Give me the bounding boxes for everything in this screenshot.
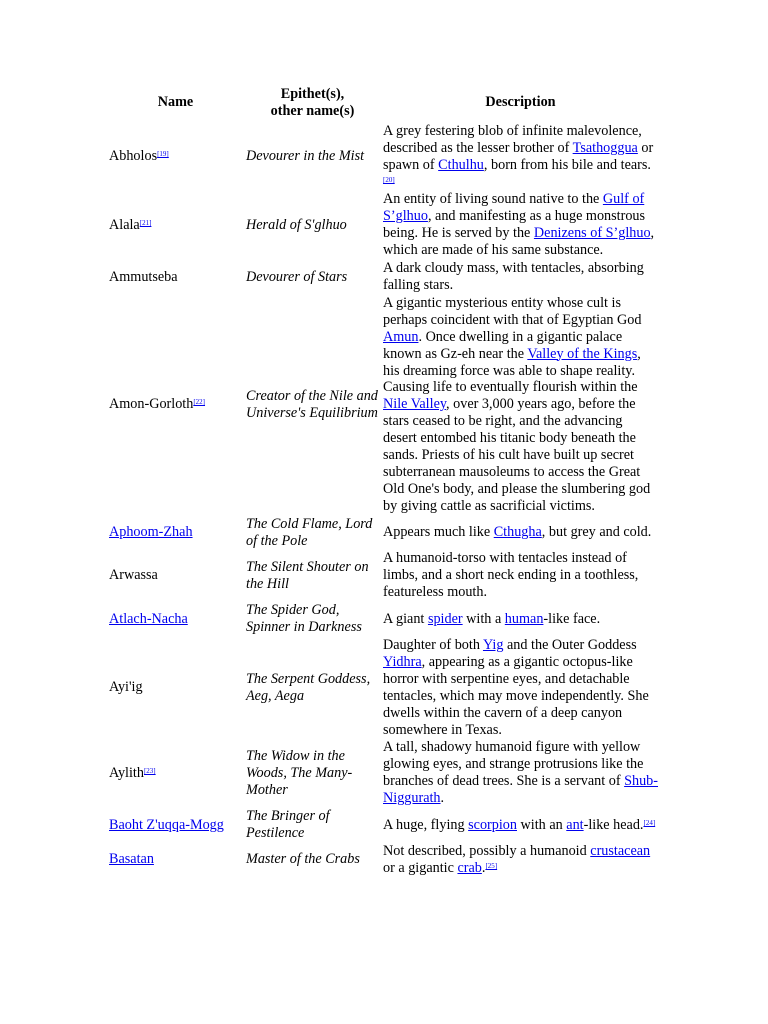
description-text: Daughter of both [383, 637, 483, 653]
entity-name-link[interactable]: Atlach-Nacha [109, 610, 188, 627]
citation-link[interactable]: [21] [139, 218, 152, 227]
description-text: , but grey and cold. [541, 524, 652, 541]
table-row [107, 739, 660, 808]
entity-name-cell [107, 602, 244, 637]
description-text: , appearing as a gigantic octopus-like horror with serpentine eyes, and detachable tentacles, which may move independently. She dwells within the cavern of a deep canyon somewhere in Texas. [383, 653, 649, 738]
entity-name-cell [107, 808, 244, 843]
table-row [107, 637, 660, 739]
description-cell [381, 516, 660, 551]
description-cell [381, 260, 660, 295]
description-text: with an [517, 816, 567, 833]
entity-name-cell [107, 637, 244, 739]
description-link[interactable]: Tsathoggua [572, 139, 638, 156]
description-text: or spawn of [383, 139, 654, 173]
description-text: , and manifesting as a huge monstrous being. He is served by the [383, 208, 646, 242]
entity-name-cell [107, 260, 244, 295]
epithet-cell: The Cold Flame, Lord of the Pole [246, 515, 373, 549]
description-link[interactable]: ant [566, 816, 584, 833]
description-link[interactable]: scorpion [468, 816, 517, 833]
description-text: or a gigantic [383, 859, 458, 876]
epithet-cell: The Silent Shouter on the Hill [246, 558, 369, 592]
description-cell [381, 843, 660, 878]
entity-name: Arwassa [109, 567, 158, 584]
header-epithet-line1: Epithet(s), [280, 86, 345, 102]
description-cell [381, 550, 660, 602]
description-text: Appears much like [383, 524, 494, 541]
description-link[interactable]: Amun [383, 328, 419, 345]
description-text: An entity of living sound native to the [383, 191, 603, 208]
epithet-cell: The Widow in the Woods, The Many-Mother [246, 747, 353, 798]
table-row [107, 191, 660, 260]
citation-link[interactable]: [20] [383, 175, 395, 184]
entity-name: Alala [109, 216, 140, 233]
entity-name-cell [107, 123, 244, 192]
description-text: -like face. [543, 610, 601, 627]
description-text: A giant [383, 610, 428, 627]
entity-name-link[interactable]: Baoht Z'uqqa-Mogg [109, 816, 224, 833]
description-cell [381, 123, 660, 192]
header-epithet [244, 86, 381, 123]
description-text: , over 3,000 years ago, before the stars ceased to be right, and the advancing desert entombed his titanic body beneath the sands. Priests of his cult have built up secret subterranean mausoleums to access the Great Old One's body, and please the slumbering god by giving cattle as sacrificial victims. [383, 396, 651, 514]
description-cell [381, 808, 660, 843]
header-name: Name [157, 94, 194, 111]
entity-name: Ammutseba [109, 268, 178, 285]
description-text: , born from his bile and tears. [483, 156, 651, 173]
entity-name-cell [107, 550, 244, 602]
description-cell [381, 191, 660, 260]
table-row [107, 808, 660, 843]
epithet-cell: The Spider God, Spinner in Darkness [246, 602, 362, 636]
description-text: , his dreaming force was able to shape reality. Causing life to eventually flourish within the [383, 345, 641, 396]
epithet-cell: The Serpent Goddess, Aeg, Aega [246, 670, 371, 704]
description-text: A dark cloudy mass, with tentacles, absorbing falling stars. [383, 260, 644, 293]
table-row [107, 123, 660, 192]
great-old-ones-table [107, 86, 660, 878]
citation-link[interactable]: [23] [143, 766, 156, 775]
entity-name: Ayi'ig [109, 679, 143, 696]
table-row [107, 516, 660, 551]
epithet-cell: Devourer in the Mist [246, 148, 365, 165]
header-epithet-line2: other name(s) [270, 102, 355, 119]
citation-link[interactable]: [22] [193, 398, 206, 407]
entity-name: Aylith [109, 764, 144, 781]
description-cell [381, 637, 660, 739]
description-link[interactable]: crab [457, 859, 482, 876]
description-link[interactable]: human [504, 610, 544, 627]
entity-name-cell [107, 191, 244, 260]
table-body [107, 123, 660, 878]
entity-name: Abholos [109, 148, 158, 165]
document-page [107, 86, 660, 878]
description-text: . [481, 859, 486, 876]
description-link[interactable]: Yig [482, 637, 504, 653]
epithet-cell: Creator of the Nile and Universe's Equilibrium [246, 387, 378, 421]
entity-name-link[interactable]: Basatan [109, 851, 154, 868]
epithet-cell: Devourer of Stars [246, 268, 348, 285]
table-header-row [107, 86, 660, 123]
description-link[interactable]: Denizens of S’glhuo [533, 225, 651, 242]
entity-name-link[interactable]: Aphoom-Zhah [109, 524, 193, 541]
description-link[interactable]: Gulf of S’glhuo [383, 191, 645, 225]
citation-link[interactable]: [25] [485, 861, 498, 870]
description-link[interactable]: Yidhra [383, 653, 422, 670]
description-link[interactable]: Valley of the Kings [527, 345, 638, 362]
description-cell [381, 739, 660, 808]
description-text: A grey festering blob of infinite malevolence, described as the lesser brother of [383, 122, 642, 156]
description-cell [381, 295, 660, 516]
epithet-cell: Herald of S'glhuo [246, 216, 347, 233]
description-text: . [440, 790, 445, 807]
description-link[interactable]: Nile Valley [383, 396, 447, 413]
description-text: A huge, flying [383, 816, 469, 833]
description-link[interactable]: crustacean [590, 842, 651, 859]
entity-name: Amon-Gorloth [109, 396, 194, 413]
table-row [107, 550, 660, 602]
table-row [107, 843, 660, 878]
table-row [107, 260, 660, 295]
entity-name-cell [107, 295, 244, 516]
description-text: . Once dwelling in a gigantic palace known as Gz-eh near the [383, 328, 623, 362]
description-cell [381, 602, 660, 637]
description-text: , which are made of his same substance. [383, 225, 655, 259]
description-text: A tall, shadowy humanoid figure with yellow glowing eyes, and strange protrusions like the branches of dead trees. She is a servant of [383, 739, 644, 790]
table-row [107, 602, 660, 637]
description-text: Not described, possibly a humanoid [383, 842, 591, 859]
description-link[interactable]: Cthulhu [438, 156, 484, 173]
entity-name-cell [107, 843, 244, 878]
citation-link[interactable]: [24] [643, 818, 656, 827]
description-link[interactable]: Shub-Niggurath [383, 773, 659, 807]
header-description: Description [485, 94, 556, 111]
description-link[interactable]: Cthugha [493, 524, 542, 541]
citation-link[interactable]: [19] [157, 150, 169, 159]
epithet-cell: Master of the Crabs [246, 851, 360, 868]
description-text: A gigantic mysterious entity whose cult is perhaps coincident with that of Egyptian God [383, 294, 642, 328]
entity-name-cell [107, 516, 244, 551]
epithet-cell: The Bringer of Pestilence [246, 808, 330, 841]
description-link[interactable]: spider [427, 610, 463, 627]
description-text: and the Outer Goddess [503, 637, 637, 653]
description-text: with a [462, 610, 505, 627]
description-text: A humanoid-torso with tentacles instead of limbs, and a short neck ending in a toothless, featureless mouth. [383, 550, 639, 601]
entity-name-cell [107, 739, 244, 808]
description-text: -like head. [583, 816, 644, 833]
table-row [107, 295, 660, 516]
